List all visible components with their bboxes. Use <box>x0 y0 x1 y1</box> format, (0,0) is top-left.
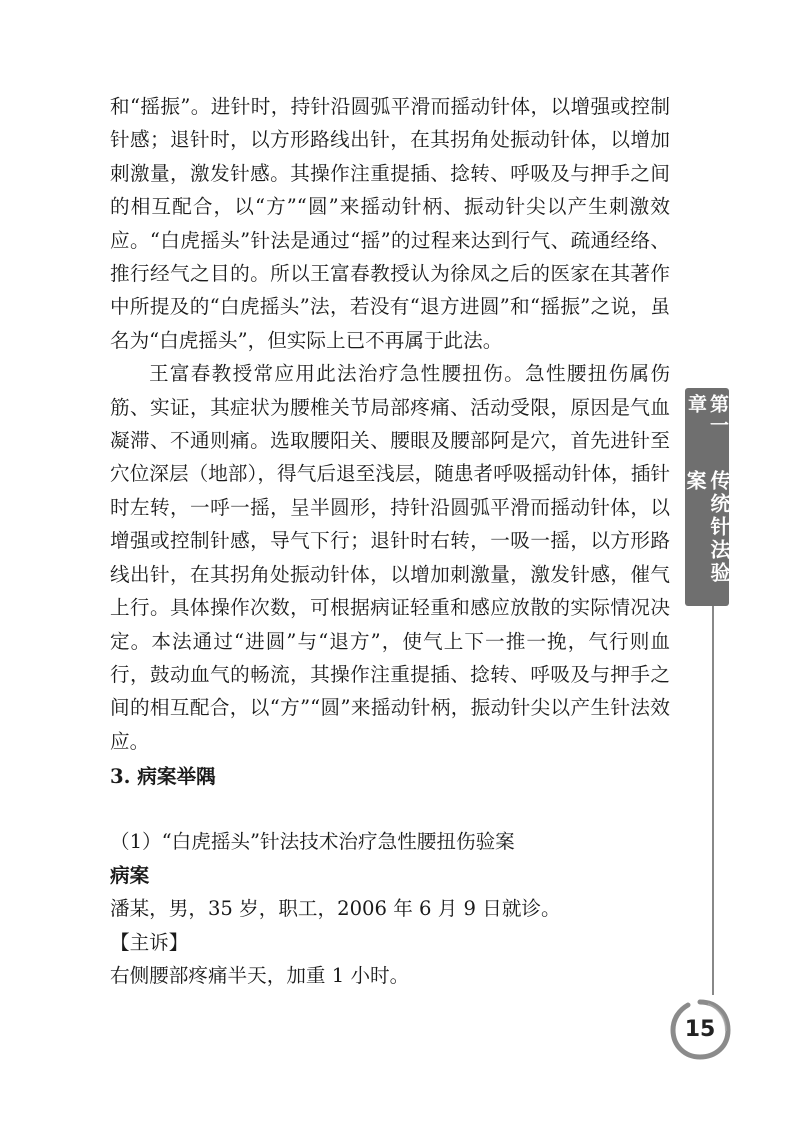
chapter-tab <box>685 388 729 606</box>
case-title: （1）“白虎摇头”针法技术治疗急性腰扭伤验案 <box>110 830 515 853</box>
case-block <box>110 825 670 993</box>
paragraph-1: 和“摇振”。进针时，持针沿圆弧平滑而摇动针体，以增强或控制针感；退针时，以方形路线出针，在其拐角处振动针体，以增加刺激量，激发针感。其操作注重提插、捻转、呼吸及与押手之间的相互配合，以“方”“圆”来摇动针柄、振动针尖以产生刺激效应。“白虎摇头”针法是通过“摇”的过程来达到行气、疏通经络、推行经气之目的。所以王富春教授认为徐凤之后的医家在其著作中所提及的“白虎摇头”法，若没有“退方进圆”和“摇振”之说，虽名为“白虎摇头”，但实际上已不再属于此法。 <box>110 95 670 352</box>
complaint-label: 【主诉】 <box>110 930 189 954</box>
complaint-text: 右侧腰部疼痛半天，加重 1 小时。 <box>110 964 410 988</box>
case-label: 病案 <box>110 863 150 887</box>
paragraph-2: 王富春教授常应用此法治疗急性腰扭伤。急性腰扭伤属伤筋、实证，其症状为腰椎关节局部疼痛、活动受限，原因是气血凝滞、不通则痛。选取腰阳关、腰眼及腰部阿是穴，首先进针至穴位深层（地部），得气后退至浅层，随患者呼吸摇动针体，插针时左转，一呼一摇，呈半圆形，持针沿圆弧平滑而摇动针体，以增强或控制针感，导气下行；退针时右转，一吸一摇，以方形路线出针，在其拐角处振动针体，以增加刺激量，激发针感，催气上行。具体操作次数，可根据病证轻重和感应放散的实际情况决定。本法通过“进圆”与“退方”，使气上下一推一挽，气行则血行，鼓动血气的畅流，其操作注重提插、捻转、呼吸及与押手之间的相互配合，以“方”“圆”来摇动针柄，振动针尖以产生针法效应。 <box>110 362 670 753</box>
chapter-number: 第一章 <box>685 394 729 436</box>
page-number: 15 <box>684 1016 716 1042</box>
case-patient-info: 潘某，男，35 岁，职工，2006 年 6 月 9 日就诊。 <box>110 897 561 921</box>
body-text <box>110 90 670 758</box>
page-number-badge <box>668 997 732 1061</box>
section-heading: 3. 病案举隅 <box>110 765 216 788</box>
chapter-title: 传统针法验案 <box>683 470 731 586</box>
